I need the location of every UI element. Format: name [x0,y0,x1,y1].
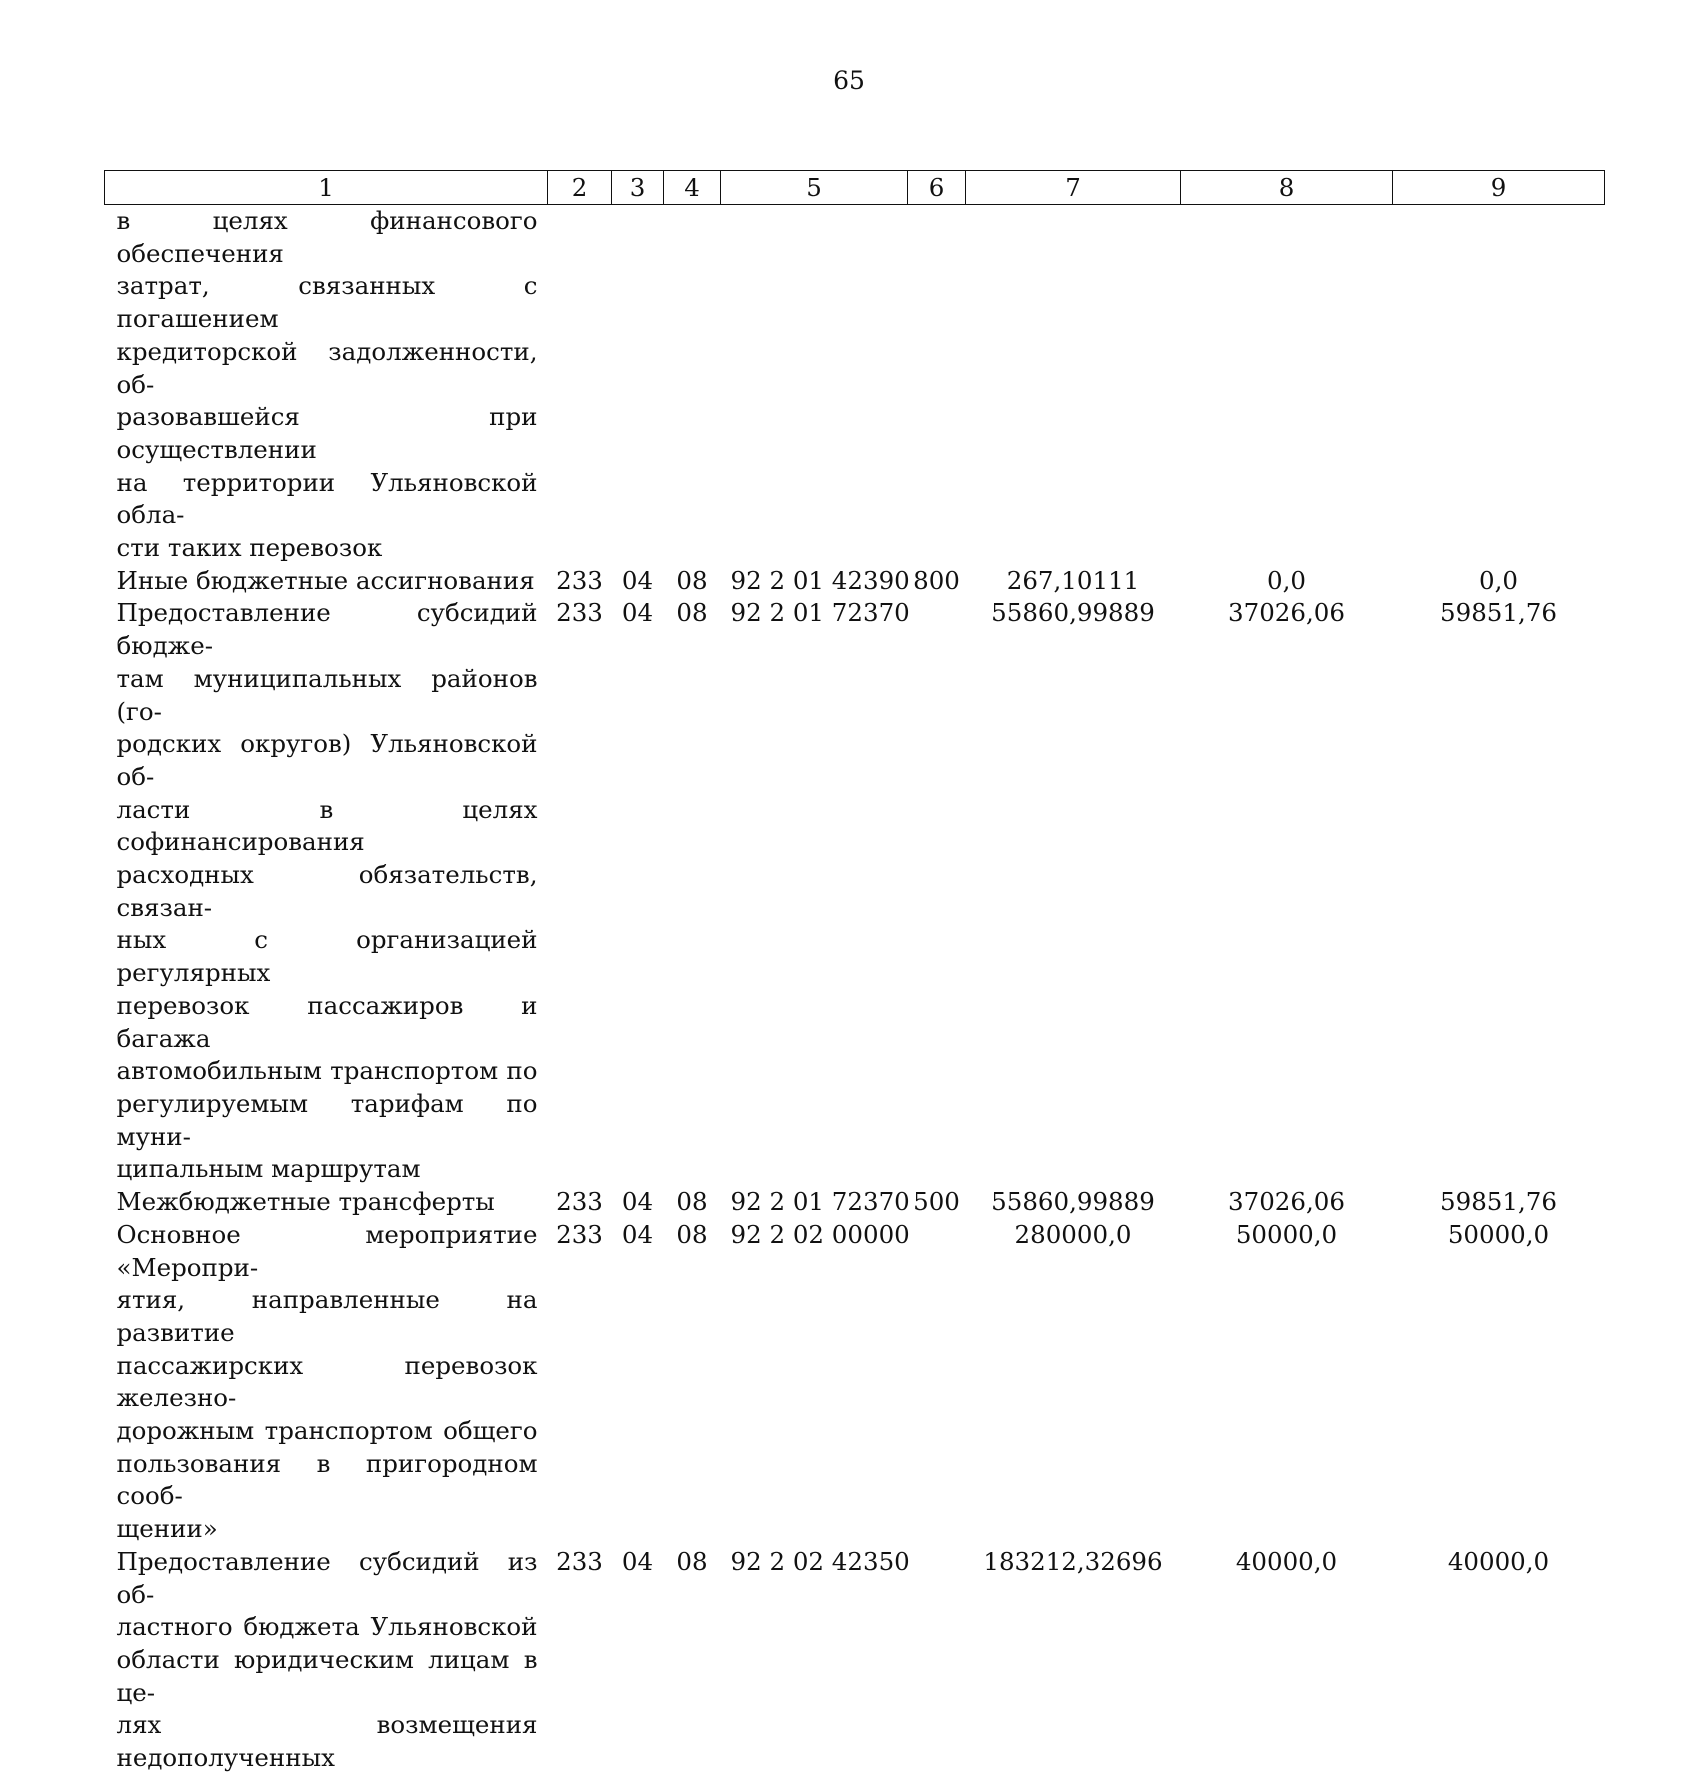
column-header-8: 8 [1181,171,1393,205]
amount-col8-cell [1181,205,1393,565]
description-cell [105,1219,548,1546]
target-article-cell: 92 2 01 42390 [730,565,910,595]
amount-col8-cell: 37026,06 [1228,598,1345,628]
description-line: расходных обязательств, связан- [116,860,538,922]
description-line: ятия, направленные на развитие [116,1285,538,1347]
description-line: регулируемым тарифам по муни- [116,1088,538,1151]
subsection-code-cell: 08 [676,1546,708,1576]
description-line: лях возмещения недополученных [116,1710,538,1773]
grbs-code-cell: 233 [556,598,603,628]
description-line: затрат, связанных с погашением [116,271,538,334]
amount-col8-cell: 37026,06 [1228,1187,1345,1217]
amount-col8-cell: 40000,0 [1235,1546,1338,1576]
description-line: пассажирских перевозок железно- [116,1350,538,1413]
grbs-code-cell: 233 [556,1546,603,1576]
description-line: дорожным транспортом общего [116,1416,538,1446]
description-cell [105,597,548,1186]
subsection-code-cell: 08 [676,598,708,628]
section-code-cell: 04 [621,1546,654,1576]
description-cell [105,565,548,598]
section-code-cell [612,205,664,565]
amount-col7-cell: 280000,0 [1014,1219,1132,1249]
section-code-cell: 04 [621,565,654,595]
grbs-code-cell: 233 [556,1187,603,1217]
description-line: Межбюджетные трансферты [116,1187,495,1217]
expense-type-cell [908,1546,966,1775]
description-line: там муниципальных районов (го- [116,663,538,726]
description-line: Основное мероприятие «Меропри- [116,1219,538,1282]
column-header-2: 2 [548,171,612,205]
column-header-3: 3 [612,171,664,205]
description-line: пользования в пригородном сооб- [116,1448,538,1511]
description-line: в целях финансового обеспечения [116,206,538,268]
description-line: перевозок пассажиров и багажа [116,990,538,1053]
description-line: ластного бюджета Ульяновской [116,1612,538,1642]
amount-col7-cell: 183212,32696 [983,1546,1163,1576]
subsection-code-cell: 08 [676,565,708,595]
column-header-6: 6 [908,171,966,205]
expense-type-cell [908,597,966,1186]
description-line: Иные бюджетные ассигнования [116,565,535,595]
target-article-cell: 92 2 02 42350 [730,1546,910,1576]
target-article-cell: 92 2 01 72370 [730,598,910,628]
table-row [105,205,1605,565]
description-line: Предоставление субсидий из об- [116,1546,538,1609]
expense-type-cell [908,1219,966,1546]
target-article-cell: 92 2 01 72370 [730,1187,910,1217]
section-code-cell: 04 [621,1219,654,1249]
description-line: разовавшейся при осуществлении [116,402,538,464]
description-line: щении» [116,1514,218,1544]
column-header-9: 9 [1393,171,1605,205]
section-code-cell: 04 [621,1187,654,1217]
expense-type-cell: 500 [913,1187,960,1217]
description-line: сти таких перевозок [116,533,383,563]
amount-col7-cell [966,205,1181,565]
amount-col8-cell: 0,0 [1267,565,1306,595]
amount-col9-cell: 0,0 [1479,565,1518,595]
amount-col9-cell: 40000,0 [1447,1546,1550,1576]
grbs-code-cell: 233 [556,1219,603,1249]
amount-col7-cell: 55860,99889 [991,598,1155,628]
page-number: 65 [833,66,865,95]
budget-table [104,170,1605,1775]
table-row [105,565,1605,598]
target-article-cell [721,205,908,565]
column-header-7: 7 [966,171,1181,205]
amount-col9-cell: 50000,0 [1447,1219,1550,1249]
table-row [105,1546,1605,1775]
expense-type-cell [908,205,966,565]
column-header-1: 1 [105,171,548,205]
header-row [105,171,1605,205]
description-cell [105,205,548,565]
table-row [105,1186,1605,1219]
grbs-code-cell: 233 [556,565,603,595]
description-line: области юридическим лицам в це- [116,1644,538,1707]
description-line: ных с организацией регулярных [116,925,538,988]
section-code-cell: 04 [621,598,654,628]
amount-col7-cell: 55860,99889 [991,1187,1155,1217]
amount-col9-cell: 59851,76 [1440,598,1557,628]
target-article-cell: 92 2 02 00000 [730,1219,910,1249]
amount-col7-cell: 267,10111 [1006,565,1140,595]
description-line: ласти в целях софинансирования [116,794,538,857]
amount-col9-cell: 59851,76 [1440,1187,1557,1217]
amount-col9-cell [1393,205,1605,565]
description-cell [105,1546,548,1775]
subsection-code-cell [664,205,721,565]
description-line: родских округов) Ульяновской об- [116,729,538,791]
grbs-code-cell [548,205,612,565]
description-line: ципальным маршрутам [116,1154,421,1184]
column-header-4: 4 [664,171,721,205]
table-body [105,205,1605,1775]
table-row [105,1219,1605,1546]
description-cell [105,1186,548,1219]
subsection-code-cell: 08 [676,1219,708,1249]
description-line: кредиторской задолженности, об- [116,336,538,399]
description-line: на территории Ульяновской обла- [116,467,538,530]
description-line: Предоставление субсидий бюдже- [116,598,538,661]
amount-col8-cell: 50000,0 [1235,1219,1338,1249]
table-row [105,597,1605,1186]
subsection-code-cell: 08 [676,1187,708,1217]
description-line: автомобильным транспортом по [116,1056,538,1086]
expense-type-cell: 800 [913,565,960,595]
column-header-5: 5 [721,171,908,205]
